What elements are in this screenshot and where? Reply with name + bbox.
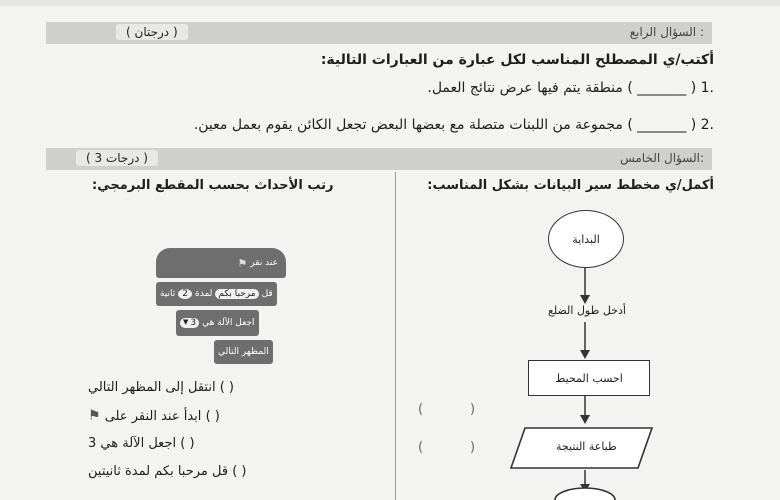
order-item-2 xyxy=(88,408,220,424)
order-item-2-text: ابدأ عند النقر على xyxy=(104,409,202,424)
order-item-4-paren[interactable]: ( ) xyxy=(232,464,247,479)
scratch-set-value xyxy=(180,318,199,328)
q4-item-2-number: .2 xyxy=(700,117,714,133)
q5-header-band xyxy=(46,148,712,170)
q4-header-title: السؤال الرابع : xyxy=(629,25,704,39)
q4-item-1-number: .1 xyxy=(700,80,714,96)
column-divider xyxy=(395,172,396,500)
flowchart-start-label: البداية xyxy=(572,232,600,246)
scratch-set-value-text: 3 xyxy=(190,318,197,328)
flowchart-input-label: أدخل طول الضلع xyxy=(548,304,626,317)
scratch-say-block xyxy=(156,282,277,306)
scratch-next-costume-block xyxy=(214,340,273,364)
order-item-4 xyxy=(88,464,247,479)
q4-item-2 xyxy=(194,117,714,133)
q5-left-instruction: رتب الأحداث بحسب المقطع البرمجي: xyxy=(92,178,334,193)
flowchart-process-label: احسب المحيط xyxy=(555,371,623,385)
scratch-say-seconds: 2 xyxy=(178,289,192,299)
order-item-2-paren[interactable]: ( ) xyxy=(205,409,220,424)
order-item-1 xyxy=(88,380,234,395)
order-item-3-text: اجعل الآلة هي 3 xyxy=(88,436,177,451)
order-item-4-text: قل مرحبا بكم لمدة ثانيتين xyxy=(88,464,229,479)
q5-right-instruction: أكمل/ي مخطط سير البيانات بشكل المناسب: xyxy=(427,178,714,193)
order-item-1-paren[interactable]: ( ) xyxy=(219,380,234,395)
flag-icon: ⚑ xyxy=(237,256,248,270)
dropdown-triangle-icon: ▼ xyxy=(183,318,189,326)
q5-points-badge: ( 3 درجات ) xyxy=(76,150,158,166)
scratch-say-text: مرحبا بكم xyxy=(215,289,258,299)
scratch-say-prefix: قل xyxy=(261,289,273,299)
top-edge-line xyxy=(0,0,780,6)
q4-item-1-text: منطقة يتم فيها عرض نتائج العمل. xyxy=(427,80,623,96)
scratch-set-label: اجعل الآلة هي xyxy=(202,318,255,328)
scratch-set-block xyxy=(176,310,259,336)
q4-item-1-blank[interactable]: ( _______ ) xyxy=(627,80,697,96)
q4-item-2-blank[interactable]: ( _______ ) xyxy=(627,117,697,133)
answer-paren-3: ( xyxy=(418,440,424,455)
answer-paren-4: ) xyxy=(470,440,476,455)
order-item-1-text: انتقل إلى المظهر التالي xyxy=(88,380,216,395)
q5-header-title: السؤال الخامس: xyxy=(620,151,704,165)
q4-header-band xyxy=(46,22,712,44)
flag-icon: ⚑ xyxy=(88,408,101,424)
scratch-hat-block xyxy=(156,248,286,278)
answer-paren-2: ) xyxy=(470,402,476,417)
q4-item-1 xyxy=(427,80,714,96)
flowchart-process-box xyxy=(528,360,650,396)
scratch-say-duration-label: لمدة xyxy=(195,289,213,299)
q4-instruction: أكتب/ي المصطلح المناسب لكل عبارة من العبارات التالية: xyxy=(320,52,714,68)
order-item-3 xyxy=(88,436,195,451)
flowchart-start-oval xyxy=(548,210,624,268)
scratch-next-costume-label: المظهر التالي xyxy=(218,347,269,357)
flowchart-output-label: طباعة النتيجة xyxy=(556,440,617,453)
q4-points-badge: ( درجتان ) xyxy=(116,24,188,40)
q4-item-2-text: مجموعة من اللبنات متصلة مع بعضها البعض تجعل الكائن يقوم بعمل معين. xyxy=(193,117,623,133)
scratch-hat-label: عند نقر xyxy=(250,258,278,268)
scratch-seconds-word: ثانية xyxy=(160,289,176,299)
order-item-3-paren[interactable]: ( ) xyxy=(180,436,195,451)
answer-paren-1: ( xyxy=(418,402,424,417)
